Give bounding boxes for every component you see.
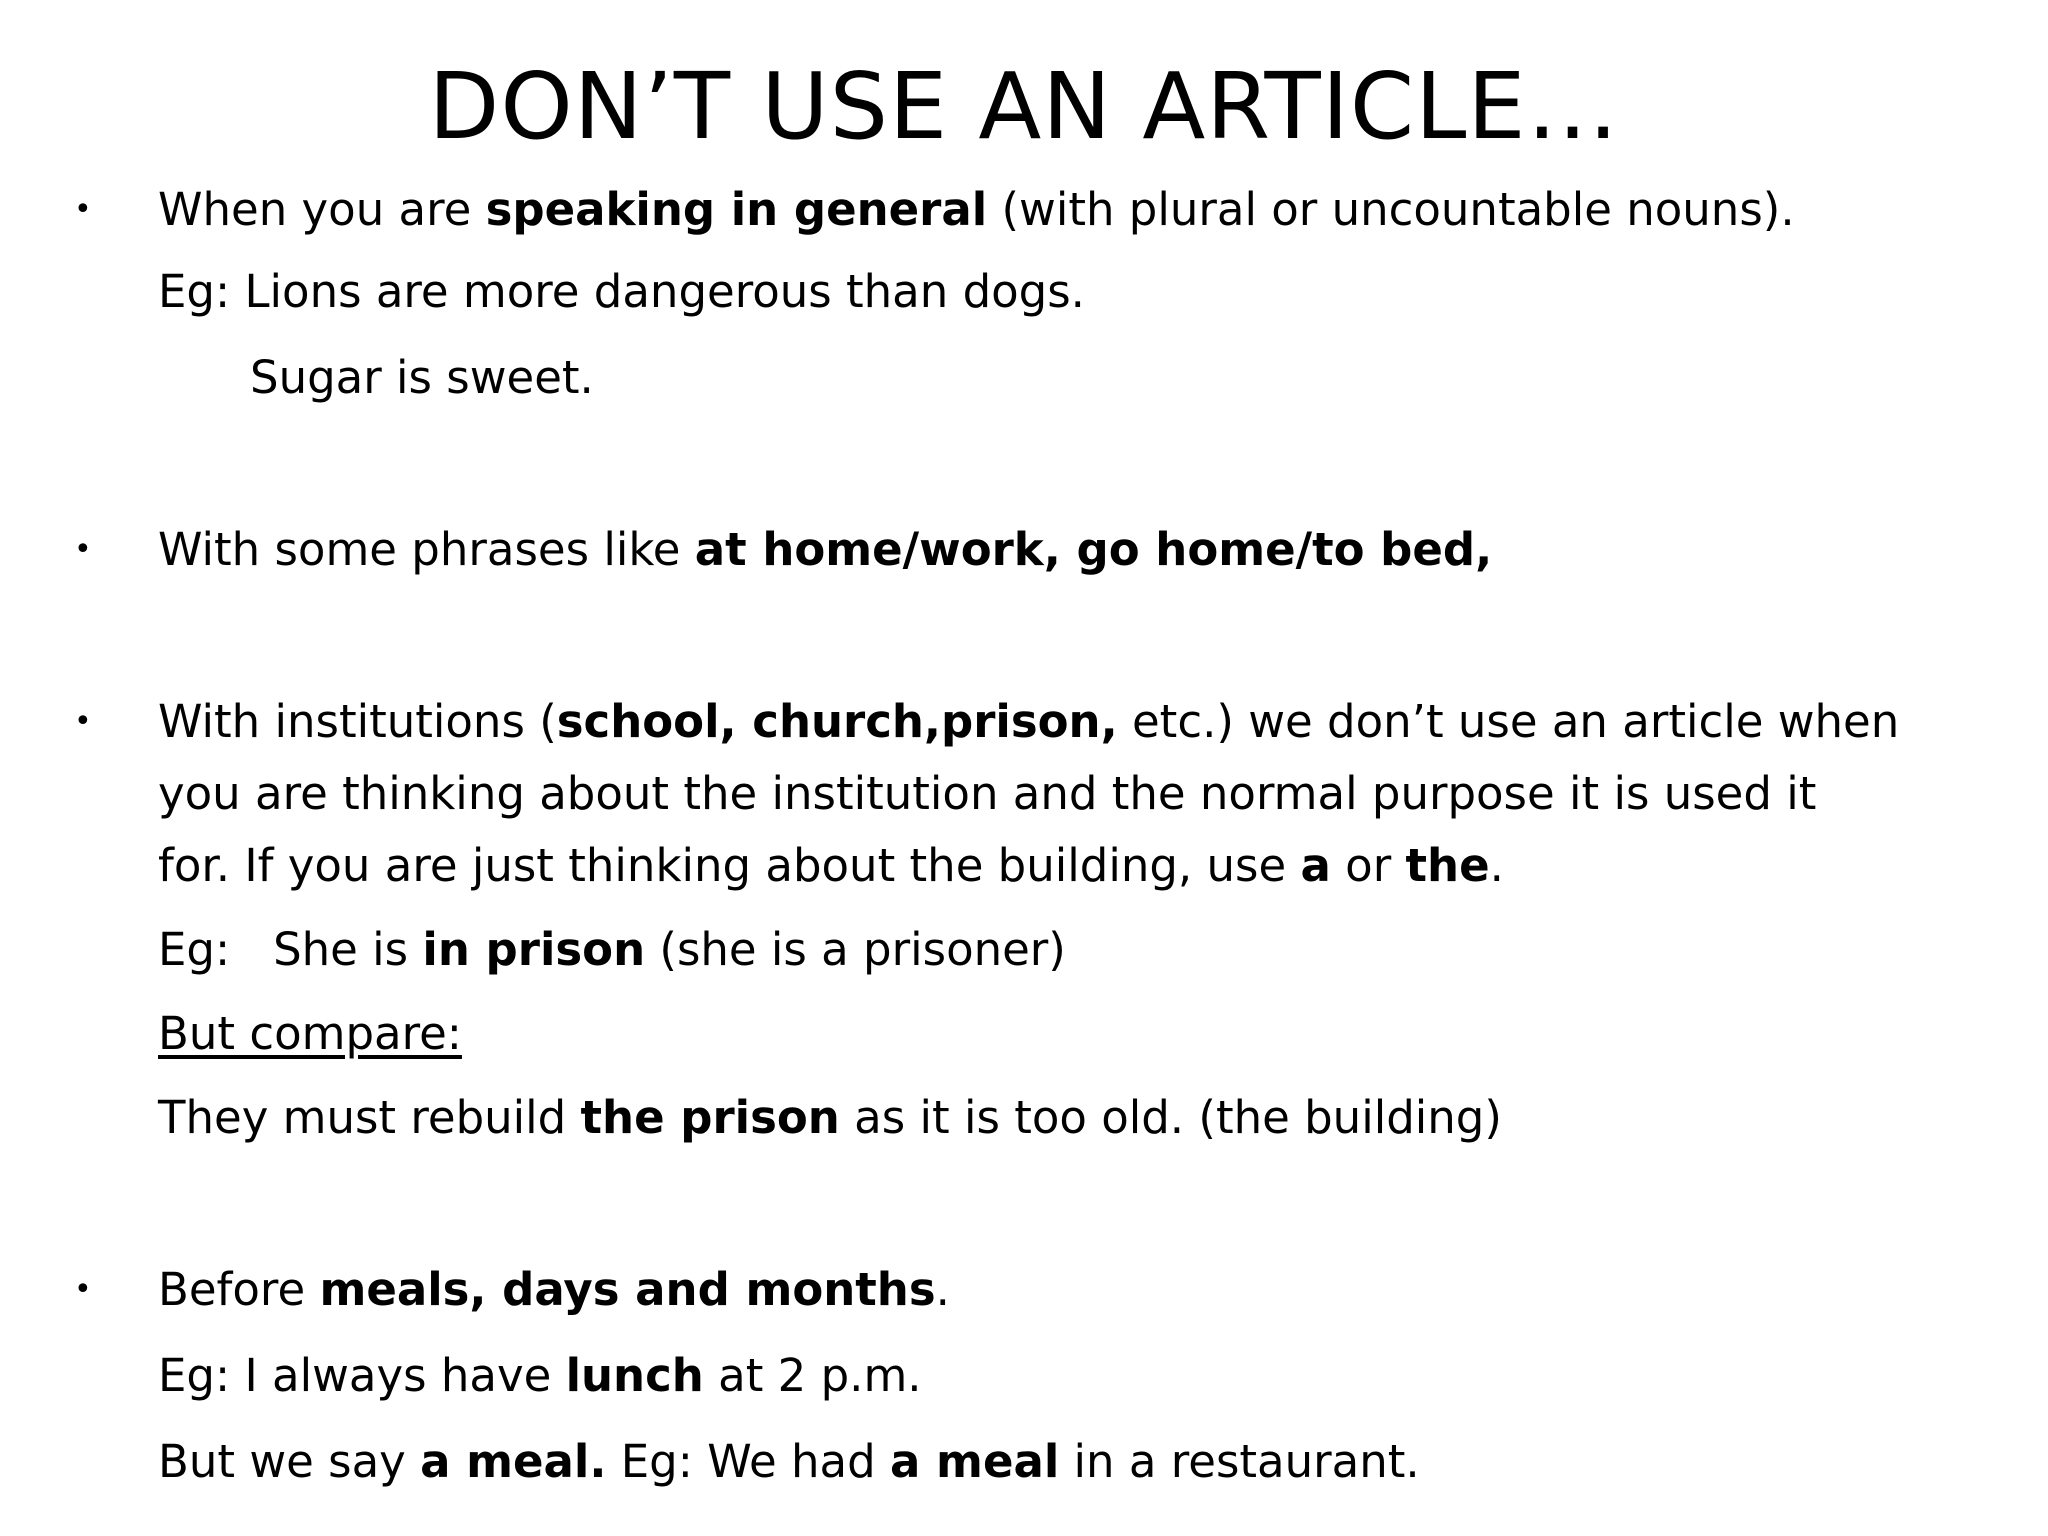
rule-phrases-text: With some phrases like at home/work, go home/to bed,	[158, 523, 1493, 576]
rule-institutions-text: With institutions (school, church,prison, etc.) we don’t use an article when	[158, 695, 1900, 748]
bullet-marker: •	[74, 704, 92, 739]
example-lions: Eg: Lions are more dangerous than dogs.	[158, 265, 1085, 318]
example-a-meal: But we say a meal. Eg: We had a meal in a restaurant.	[158, 1435, 1420, 1488]
but-compare-label: But compare:	[158, 1007, 462, 1060]
example-sugar: Sugar is sweet.	[250, 351, 594, 404]
bullet-marker: •	[74, 192, 92, 227]
rule-meals-text: Before meals, days and months.	[158, 1263, 950, 1316]
example-in-prison: Eg: She is in prison (she is a prisoner)	[158, 923, 1066, 976]
rule-institutions-text-line-3: for. If you are just thinking about the building, use a or the.	[158, 839, 1504, 892]
rule-institutions-text-line-2: you are thinking about the institution and the normal purpose it is used it	[158, 767, 1817, 820]
slide-title: DON’T USE AN ARTICLE…	[428, 53, 1620, 160]
example-the-prison: They must rebuild the prison as it is too old. (the building)	[158, 1091, 1502, 1144]
bullet-marker: •	[74, 532, 92, 567]
rule-general-text: When you are speaking in general (with plural or uncountable nouns).	[158, 183, 1795, 236]
example-lunch: Eg: I always have lunch at 2 p.m.	[158, 1349, 922, 1402]
bullet-marker: •	[74, 1272, 92, 1307]
